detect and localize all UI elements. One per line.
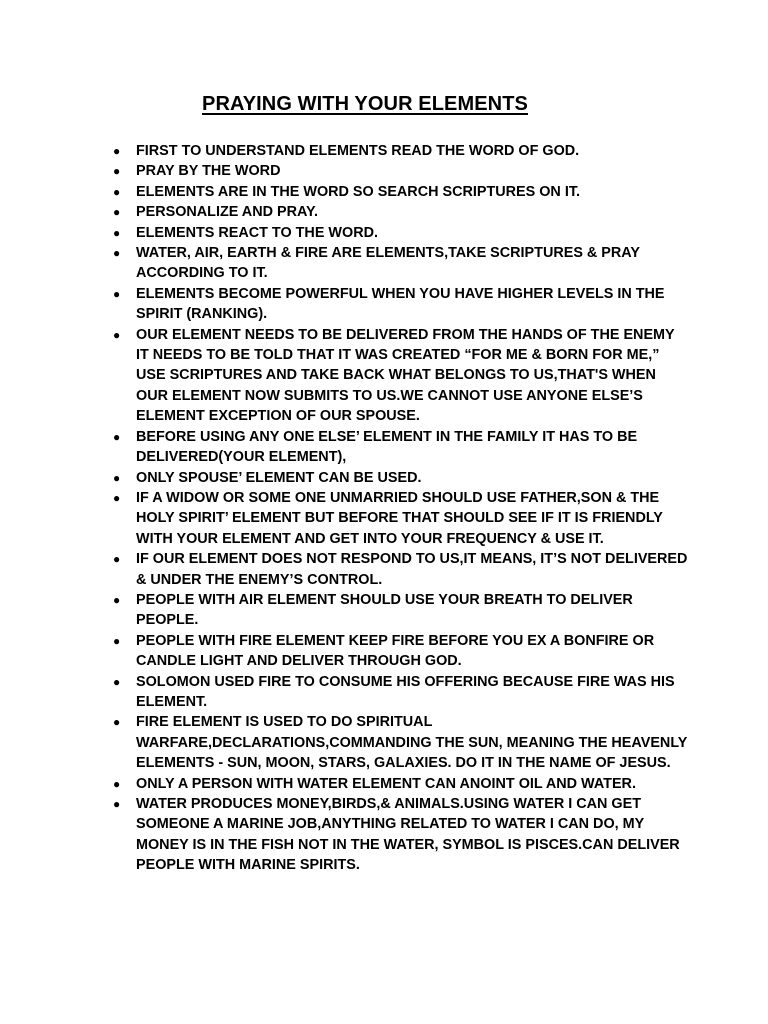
- list-item: [110, 223, 690, 243]
- list-item: [110, 325, 690, 427]
- bullet-icon: ●: [113, 552, 121, 567]
- bullet-icon: ●: [113, 164, 121, 179]
- bullet-icon: ●: [113, 144, 121, 158]
- list-item-text: WATER PRODUCES MONEY,BIRDS,& ANIMALS.USING WATER I CAN GET SOMEONE A MARINE JOB,ANYTHING RELATED TO WATER I CAN DO, MY MONEY IS IN THE FISH NOT IN THE WATER, SYMBOL IS PISCES.CAN DELIVER PEOPLE WITH MARINE SPIRITS.: [136, 796, 680, 874]
- bullet-icon: ●: [113, 470, 121, 485]
- list-item-text: ONLY A PERSON WITH WATER ELEMENT CAN ANOINT OIL AND WATER.: [136, 775, 636, 792]
- list-item: [110, 712, 690, 773]
- list-item: [110, 161, 690, 181]
- list-item-text: PERSONALIZE AND PRAY.: [136, 204, 319, 221]
- list-item: [110, 549, 690, 590]
- bullet-icon: ●: [113, 715, 121, 730]
- bullet-icon: ●: [113, 633, 121, 648]
- bullet-icon: ●: [113, 205, 121, 220]
- list-item: [110, 672, 690, 713]
- list-item-text: PEOPLE WITH FIRE ELEMENT KEEP FIRE BEFORE YOU EX A BONFIRE OR CANDLE LIGHT AND DELIVER THROUGH GOD.: [136, 632, 655, 670]
- bullet-icon: ●: [113, 286, 121, 301]
- list-item-text: FIRE ELEMENT IS USED TO DO SPIRITUAL WARFARE,DECLARATIONS,COMMANDING THE SUN, MEANING THE HEAVENLY ELEMENTS - SUN, MOON, STARS, GALAXIES. DO IT IN THE NAME OF JESUS.: [136, 714, 688, 772]
- list-item: [110, 182, 690, 202]
- list-item-text: IF A WIDOW OR SOME ONE UNMARRIED SHOULD USE FATHER,SON & THE HOLY SPIRIT’ ELEMENT BUT BEFORE THAT SHOULD SEE IF IT IS FRIENDLY WITH YOUR ELEMENT AND GET INTO YOUR FREQUENCY & USE IT.: [136, 489, 663, 547]
- list-item-text: BEFORE USING ANY ONE ELSE’ ELEMENT IN THE FAMILY IT HAS TO BE DELIVERED(YOUR ELEMENT),: [136, 428, 638, 466]
- bullet-icon: ●: [113, 490, 121, 505]
- bullet-icon: ●: [113, 225, 121, 240]
- list-item-text: ONLY SPOUSE’ ELEMENT CAN BE USED.: [136, 469, 422, 486]
- list-item: [110, 243, 690, 284]
- page-title: PRAYING WITH YOUR ELEMENTS: [202, 93, 528, 115]
- list-item: [110, 488, 690, 549]
- list-item: [110, 141, 690, 161]
- list-item-text: PRAY BY THE WORD: [136, 163, 281, 180]
- bullet-icon: ●: [113, 674, 121, 689]
- list-item: [110, 202, 690, 222]
- list-item: [110, 631, 690, 672]
- bullet-icon: ●: [113, 327, 121, 342]
- list-item-text: ELEMENTS BECOME POWERFUL WHEN YOU HAVE HIGHER LEVELS IN THE SPIRIT (RANKING).: [136, 285, 665, 323]
- list-item-text: IF OUR ELEMENT DOES NOT RESPOND TO US,IT MEANS, IT’S NOT DELIVERED & UNDER THE ENEMY’S CONTROL.: [136, 551, 688, 588]
- list-item-text: PEOPLE WITH AIR ELEMENT SHOULD USE YOUR BREATH TO DELIVER PEOPLE.: [136, 591, 633, 629]
- list-item-text: FIRST TO UNDERSTAND ELEMENTS READ THE WORD OF GOD.: [136, 143, 580, 159]
- bullet-icon: ●: [113, 797, 121, 811]
- list-item: [110, 468, 690, 488]
- list-item-text: ELEMENTS REACT TO THE WORD.: [136, 224, 378, 241]
- list-item: [110, 774, 690, 794]
- list-item-text: ELEMENTS ARE IN THE WORD SO SEARCH SCRIPTURES ON IT.: [136, 183, 581, 200]
- bullet-icon: ●: [113, 246, 121, 261]
- list-item: [110, 427, 690, 468]
- list-item: [110, 590, 690, 631]
- bullet-icon: ●: [113, 429, 121, 444]
- list-item-text: WATER, AIR, EARTH & FIRE ARE ELEMENTS,TAKE SCRIPTURES & PRAY ACCORDING TO IT.: [136, 245, 640, 282]
- bullet-icon: ●: [113, 592, 121, 607]
- list-item-text: SOLOMON USED FIRE TO CONSUME HIS OFFERING BECAUSE FIRE WAS HIS ELEMENT.: [136, 673, 675, 710]
- bullet-icon: ●: [113, 184, 121, 199]
- list-item: [110, 284, 690, 325]
- list-item: [110, 794, 690, 876]
- bullet-icon: ●: [113, 776, 121, 791]
- bullet-list: [110, 141, 690, 876]
- list-item-text: OUR ELEMENT NEEDS TO BE DELIVERED FROM THE HANDS OF THE ENEMY IT NEEDS TO BE TOLD THAT IT WAS CREATED “FOR ME & BORN FOR ME,” USE SCRIPTURES AND TAKE BACK WHAT BELONGS TO US,THAT'S WHEN OUR ELEMENT NOW SUBMITS TO US.WE CANNOT USE ANYONE ELSE’S ELEMENT EXCEPTION OF OUR SPOUSE.: [136, 326, 675, 425]
